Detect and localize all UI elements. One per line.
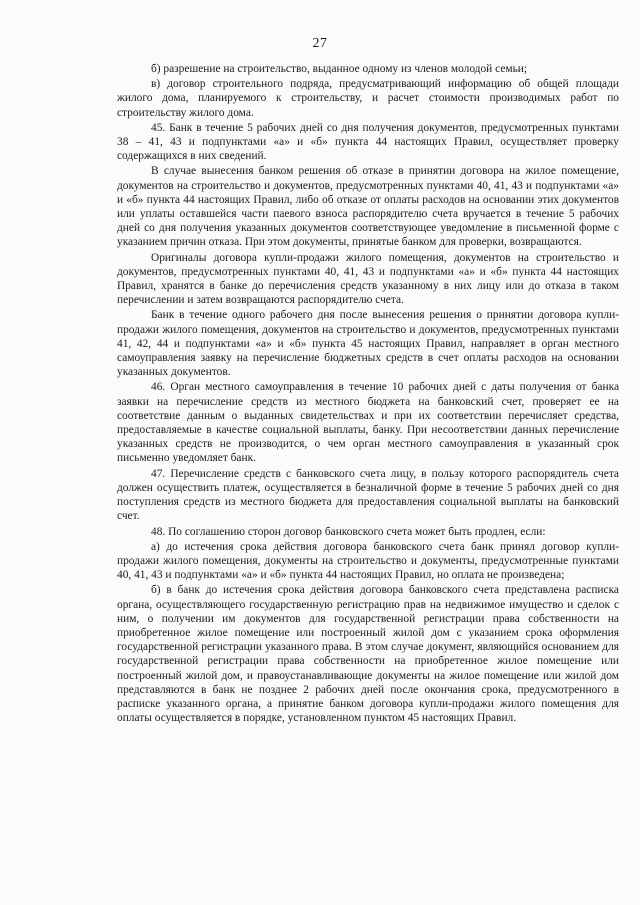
- paragraph-refusal: В случае вынесения банком решения об отказе в принятии договора на жилое помещение, документов на строительство и документов, предусмотренных пунктами 40, 41, 43 и подпунктами «а» и «б» пункта 44 настоящих Правил, либо об отказе от оплаты расходов на основании этих документов или уплаты оставшейся части паевого взноса распорядителю счета вручается в течение 5 рабочих дней со дня получения указанных документов соответствующее уведомление в письменной форме с указанием причин отказа. При этом документы, принятые банком для проверки, возвращаются.: [117, 165, 619, 249]
- page-number: 27: [312, 36, 328, 51]
- paragraph-item-b-permit: б) разрешение на строительство, выданное одному из членов молодой семьи;: [151, 63, 528, 75]
- paragraph-48-a: а) до истечения срока действия договора банковского счета банк принял договор купли-продажи жилого помещения, документы на строительство и документы, предусмотренные пунктами 40, 41, 43 и подпунктами «а» и «б» пункта 44 настоящих Правил, но оплата не произведена;: [117, 540, 619, 582]
- paragraph-45: 45. Банк в течение 5 рабочих дней со дня получения документов, предусмотренных пунктами 38 – 41, 43 и подпунктами «а» и «б» пункта 44 настоящих Правил, осуществляет проверку содержащихся в них сведений.: [117, 121, 619, 163]
- paragraph-46: 46. Орган местного самоуправления в течение 10 рабочих дней с даты получения от банка заявки на перечисление средств из местного бюджета на банковский счет, проверяет ее на соответствие данным о выданных свидетельствах и при их соответствии перечисляет средства, предоставляемые в качестве социальной выплаты, банку. При несоответствии данных перечисление указанных средств не производится, о чем орган местного самоуправления в указанный срок письменно уведомляет банк.: [117, 381, 619, 465]
- paragraph-48: 48. По соглашению сторон договор банковского счета может быть продлен, если:: [151, 525, 546, 538]
- paragraph-48-b: б) в банк до истечения срока действия договора банковского счета представлена расписка органа, осуществляющего государственную регистрацию прав на недвижимое имущество и сделок с ним, о получении им документов для государственной регистрации права собственности на приобретенное жилое помещение или построенный жилой дом с указанием срока оформления государственной регистрации указанного права. В этом случае документ, являющийся основанием для государственной регистрации права собственности на приобретенное жилое помещение или построенный жилой дом, и правоустанавливающие документы на жилое помещение или жилой дом представляются в банк не позднее 2 рабочих дней после окончания срока, предусмотренного в расписке указанного органа, а принятие банком договора купли-продажи жилого помещения для оплаты осуществляется в порядке, установленном пунктом 45 настоящих Правил.: [117, 584, 619, 725]
- paragraph-item-v-contract: в) договор строительного подряда, предусматривающий информацию об общей площади жилого дома, планируемого к строительству, и расчет стоимости производимых работ по строительству жилого дома.: [117, 78, 619, 119]
- paragraph-bank-request: Банк в течение одного рабочего дня после вынесения решения о принятии договора купли-продажи жилого помещения, документов на строительство и документов, предусмотренных пунктами 41, 42, 44 и подпунктами «а» и «б» пункта 45 настоящих Правил, направляет в орган местного самоуправления заявку на перечисление бюджетных средств в счет оплаты расходов на основании указанных документов.: [117, 309, 619, 379]
- paragraph-originals: Оригиналы договора купли-продажи жилого помещения, документов на строительство и документов, предусмотренных пунктами 40, 41, 43 и подпунктами «а» и «б» пункта 44 настоящих Правил, хранятся в банке до перечисления средств указанному в них лицу или до отказа в таком перечислении и затем возвращаются распорядителю счета.: [117, 251, 619, 307]
- paragraph-47: 47. Перечисление средств с банковского счета лицу, в пользу которого распорядитель счета должен осуществить платеж, осуществляется в безналичной форме в течение 5 рабочих дней со дня поступления средств из местного бюджета для предоставления социальной выплаты на банковский счет.: [117, 467, 619, 523]
- document-body: [117, 62, 619, 726]
